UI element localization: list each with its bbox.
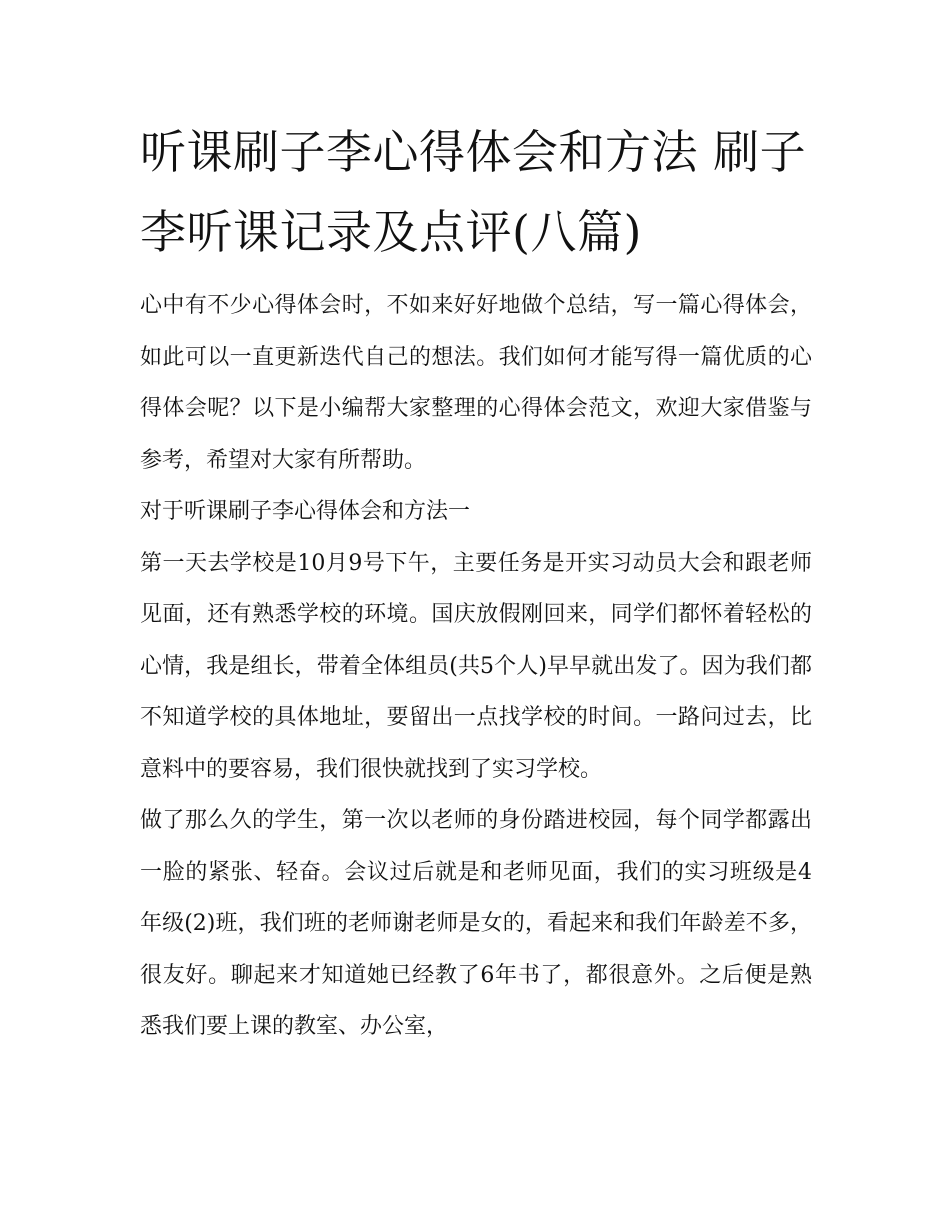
document-page — [140, 112, 812, 1053]
document-title: 听课刷子李心得体会和方法 刷子李听课记录及点评(八篇) — [140, 125, 807, 259]
section-heading: 对于听课刷子李心得体会和方法一 — [140, 499, 471, 524]
intro-paragraph: 心中有不少心得体会时，不如来好好地做个总结，写一篇心得体会，如此可以一直更新迭代自己的想法。我们如何才能写得一篇优质的心得体会呢？以下是小编帮大家整理的心得体会范文，欢迎大家借鉴与参考，希望对大家有所帮助。 — [140, 293, 812, 473]
body-paragraph-2: 做了那么久的学生，第一次以老师的身份踏进校园，每个同学都露出一脸的紧张、轻奋。会议过后就是和老师见面，我们的实习班级是4年级(2)班，我们班的老师谢老师是女的，看起来和我们年龄差不多，很友好。聊起来才知道她已经教了6年书了，都很意外。之后便是熟悉我们要上课的教室、办公室， — [140, 808, 812, 1039]
body-paragraph-1: 第一天去学校是10月9号下午，主要任务是开实习动员大会和跟老师见面，还有熟悉学校的环境。国庆放假刚回来，同学们都怀着轻松的心情，我是组长，带着全体组员(共5个人)早早就出发了。因为我们都不知道学校的具体地址，要留出一点找学校的时间。一路问过去，比意料中的要容易，我们很快就找到了实习学校。 — [140, 550, 812, 782]
